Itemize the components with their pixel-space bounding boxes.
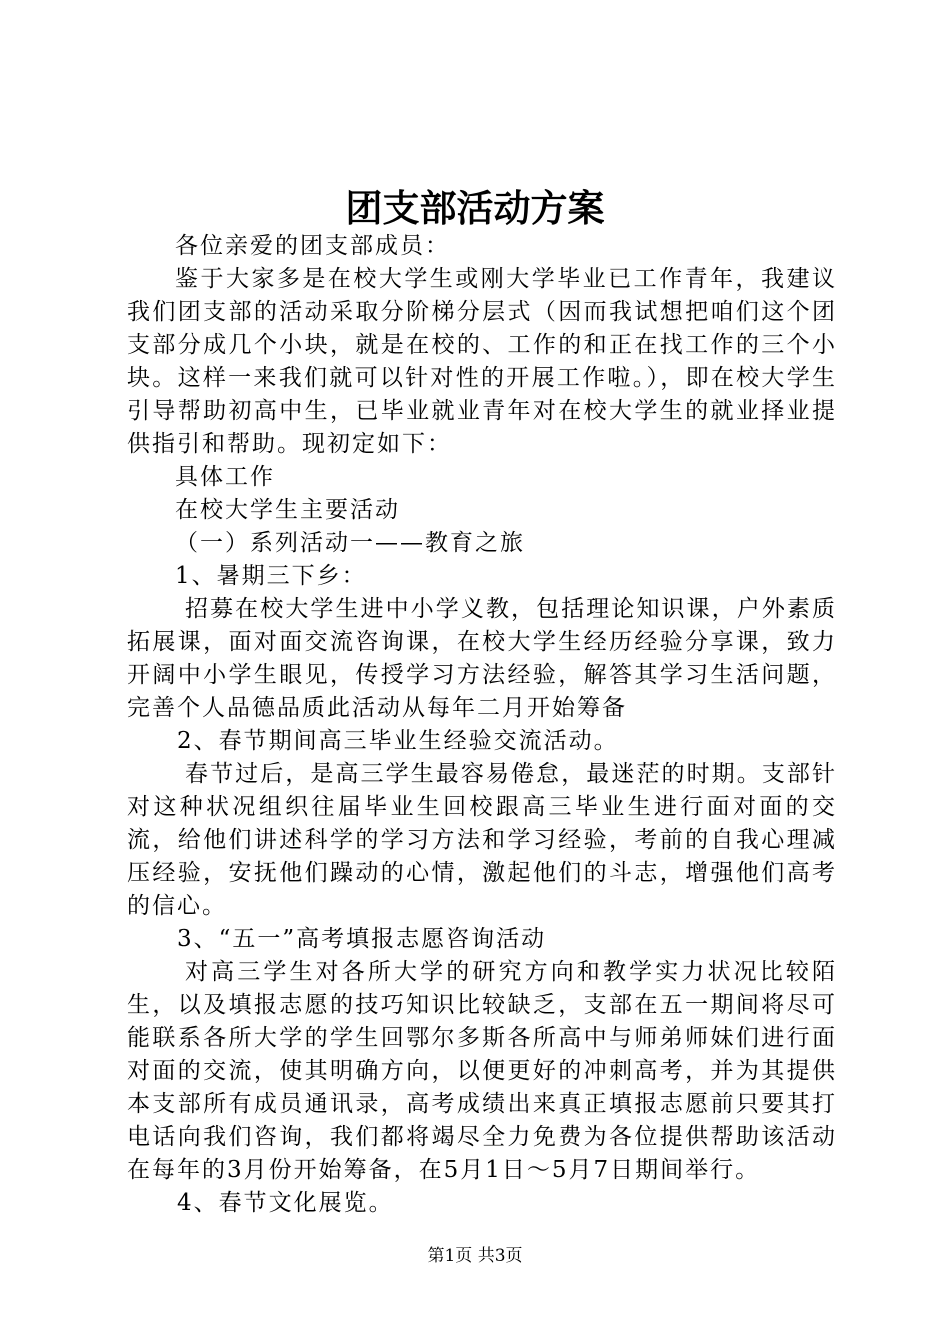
paragraph-heading-work: 具体工作 bbox=[175, 464, 275, 490]
paragraph-item-1-body: 招募在校大学生进中小学义教，包括理论知识课，户外素质拓展课，面对面交流咨询课，在校大学生经历经验分享课，致力开阔中小学生眼见，传授学习方法经验，解答其学习生活问题，完善个人品德品质此活动从每年二月开始筹备 bbox=[127, 596, 837, 721]
paragraph-item-3-body: 对高三学生对各所大学的研究方向和教学实力状况比较陌生，以及填报志愿的技巧知识比较缺乏，支部在五一期间将尽可能联系各所大学的学生回鄂尔多斯各所高中与师弟师妹们进行面对面的交流，使其明确方向，以便更好的冲刺高考，并为其提供本支部所有成员通讯录，高考成绩出来真正填报志愿前只要其打电话向我们咨询，我们都将竭尽全力免费为各位提供帮助该活动在每年的3月份开始筹备，在5月1日～5月7日期间举行。 bbox=[127, 959, 837, 1183]
paragraph-item-4-heading: 4、春节文化展览。 bbox=[177, 1190, 394, 1216]
paragraph-greeting: 各位亲爱的团支部成员： bbox=[175, 233, 450, 259]
paragraph-item-2-heading: 2、春节期间高三毕业生经验交流活动。 bbox=[177, 728, 619, 754]
document-title: 团支部活动方案 bbox=[345, 186, 605, 230]
paragraph-item-2-body: 春节过后，是高三学生最容易倦怠，最迷茫的时期。支部针对这种状况组织往届毕业生回校跟高三毕业生进行面对面的交流，给他们讲述科学的学习方法和学习经验，考前的自我心理减压经验，安抚他们躁动的心情，激起他们的斗志，增强他们高考的信心。 bbox=[127, 761, 837, 919]
paragraph-heading-series-one: （一）系列活动一——教育之旅 bbox=[175, 530, 525, 556]
paragraph-item-1-heading: 1、暑期三下乡： bbox=[175, 563, 367, 589]
paragraph-intro: 鉴于大家多是在校大学生或刚大学毕业已工作青年，我建议我们团支部的活动采取分阶梯分层式（因而我试想把咱们这个团支部分成几个小块，就是在校的、工作的和正在找工作的三个小块。这样一来我们就可以针对性的开展工作啦。），即在校大学生引导帮助初高中生，已毕业就业青年对在校大学生的就业择业提供指引和帮助。现初定如下： bbox=[127, 266, 837, 457]
paragraph-heading-student-activities: 在校大学生主要活动 bbox=[175, 497, 400, 523]
document-body bbox=[127, 230, 837, 1220]
page-footer: 第1页 共3页 bbox=[427, 1246, 523, 1266]
paragraph-item-3-heading: 3、“五一”高考填报志愿咨询活动 bbox=[177, 926, 547, 952]
